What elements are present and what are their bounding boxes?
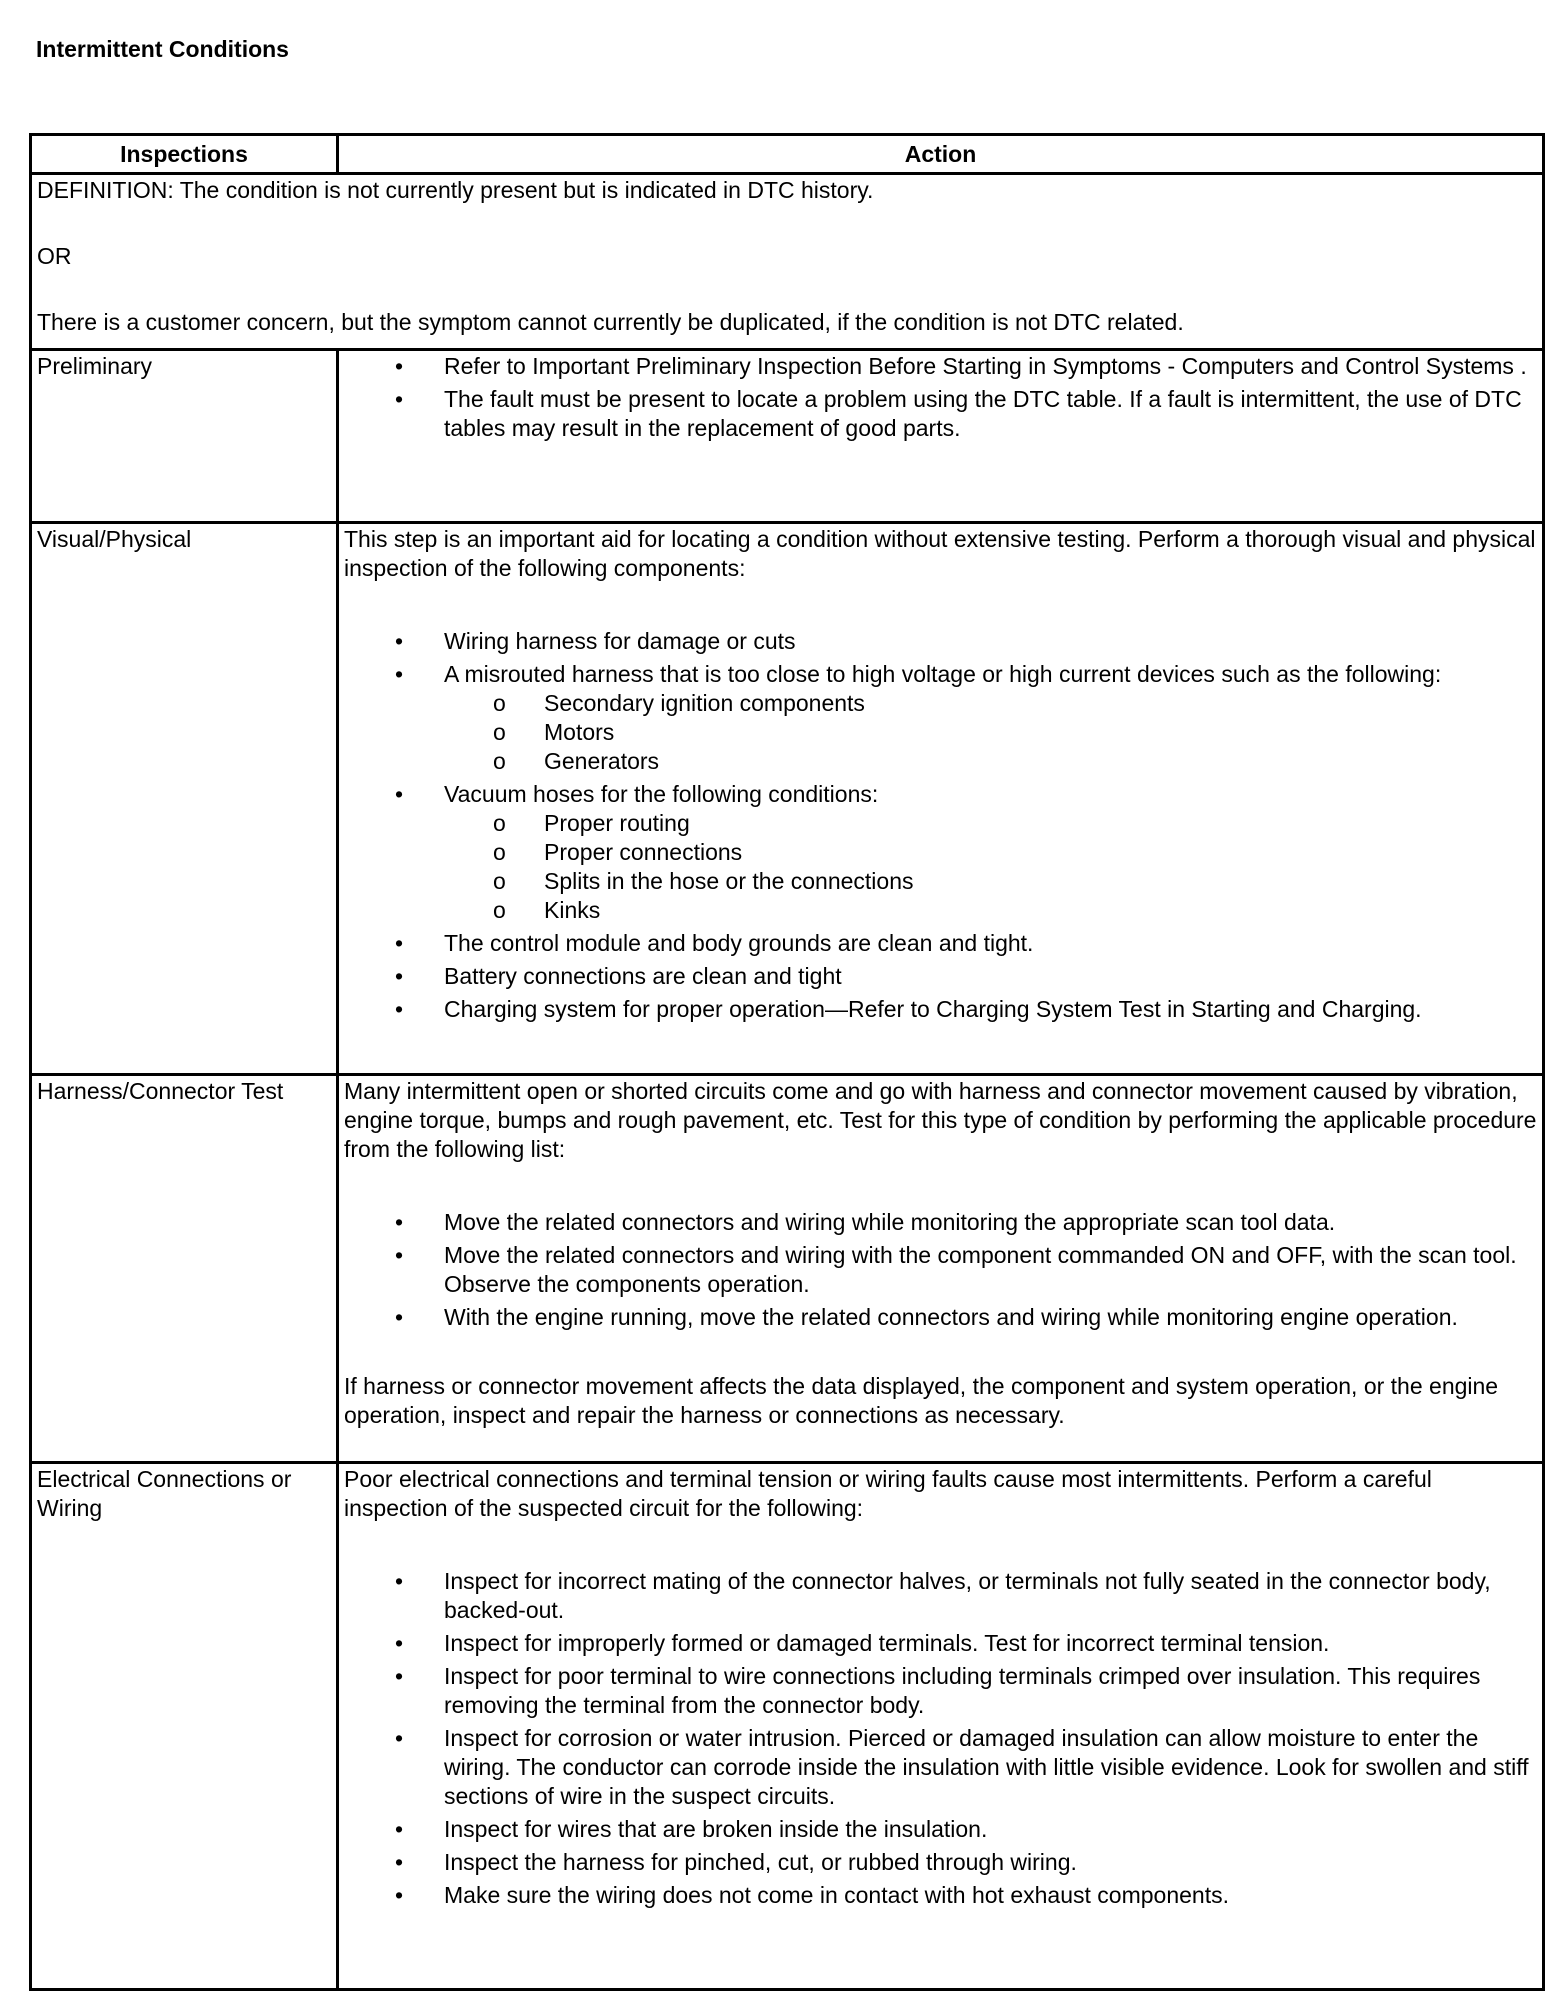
table-row xyxy=(31,523,1544,1075)
sub-list-item: o Generators xyxy=(444,747,1537,776)
header-inspections: Inspections xyxy=(31,135,338,174)
list-item: • Inspect the harness for pinched, cut, or rubbed through wiring. xyxy=(344,1848,1537,1877)
table-row xyxy=(31,1075,1544,1463)
sub-list xyxy=(444,689,1537,776)
header-action: Action xyxy=(338,135,1544,174)
list-item: • The control module and body grounds are clean and tight. xyxy=(344,929,1537,958)
bullet-list xyxy=(344,1567,1537,1910)
definition-text: DEFINITION: The condition is not currently present but is indicated in DTC history. xyxy=(37,177,874,203)
list-item: • Inspect for poor terminal to wire connections including terminals crimped over insulation. This requires removing the terminal from the connector body. xyxy=(344,1662,1537,1720)
list-item: • Refer to Important Preliminary Inspection Before Starting in Symptoms - Computers and Control Systems . xyxy=(344,352,1537,381)
list-item: • Inspect for incorrect mating of the connector halves, or terminals not fully seated in the connector body, backed-out. xyxy=(344,1567,1537,1625)
row-intro: Poor electrical connections and terminal tension or wiring faults cause most intermittents. Perform a careful inspection of the suspected circuit for the following: xyxy=(344,1466,1432,1521)
table-row xyxy=(31,1463,1544,1990)
table-row xyxy=(31,350,1544,523)
list-item: • Inspect for corrosion or water intrusion. Pierced or damaged insulation can allow moisture to enter the wiring. The conductor can corrode inside the insulation with little visible evidence. Look for swollen and stiff sections of wire in the suspect circuits. xyxy=(344,1724,1537,1811)
row-action xyxy=(338,350,1544,523)
list-item-text: Vacuum hoses for the following conditions: xyxy=(444,781,879,807)
list-item: • Make sure the wiring does not come in contact with hot exhaust components. xyxy=(344,1881,1537,1910)
row-label: Visual/Physical xyxy=(31,523,338,1075)
row-action xyxy=(338,523,1544,1075)
sub-list-item: o Proper routing xyxy=(444,809,1537,838)
list-item xyxy=(344,780,1537,925)
list-item: • Wiring harness for damage or cuts xyxy=(344,627,1537,656)
sub-list-item: o Kinks xyxy=(444,896,1537,925)
bullet-list xyxy=(344,627,1537,1024)
sub-list-item: o Secondary ignition components xyxy=(444,689,1537,718)
row-intro: This step is an important aid for locating a condition without extensive testing. Perform a thorough visual and physical inspection of the following components: xyxy=(344,526,1536,581)
sub-list-item: o Splits in the hose or the connections xyxy=(444,867,1537,896)
bullet-list xyxy=(344,1208,1537,1332)
list-item: • With the engine running, move the related connectors and wiring while monitoring engine operation. xyxy=(344,1303,1537,1332)
list-item: • Battery connections are clean and tight xyxy=(344,962,1537,991)
definition-customer-concern: There is a customer concern, but the symptom cannot currently be duplicated, if the condition is not DTC related. xyxy=(37,309,1184,335)
row-label: Preliminary xyxy=(31,350,338,523)
row-action xyxy=(338,1463,1544,1990)
list-item: • Move the related connectors and wiring while monitoring the appropriate scan tool data. xyxy=(344,1208,1537,1237)
page-title: Intermittent Conditions xyxy=(36,36,289,62)
sub-list-item: o Proper connections xyxy=(444,838,1537,867)
list-item: • Move the related connectors and wiring with the component commanded ON and OFF, with the scan tool. Observe the components operation. xyxy=(344,1241,1537,1299)
list-item: • Inspect for wires that are broken inside the insulation. xyxy=(344,1815,1537,1844)
definition-or: OR xyxy=(37,243,72,269)
header-row xyxy=(31,135,1544,174)
row-intro: Many intermittent open or shorted circuits come and go with harness and connector movement caused by vibration, engine torque, bumps and rough pavement, etc. Test for this type of condition by performing the applicable procedure from the following list: xyxy=(344,1078,1537,1162)
row-label: Harness/Connector Test xyxy=(31,1075,338,1463)
inspection-table xyxy=(29,133,1545,1991)
row-label: Electrical Connections or Wiring xyxy=(31,1463,338,1990)
sub-list-item: o Motors xyxy=(444,718,1537,747)
list-item: • Inspect for improperly formed or damaged terminals. Test for incorrect terminal tension. xyxy=(344,1629,1537,1658)
row-action xyxy=(338,1075,1544,1463)
list-item: • Charging system for proper operation—Refer to Charging System Test in Starting and Charging. xyxy=(344,995,1537,1024)
list-item-text: A misrouted harness that is too close to high voltage or high current devices such as the following: xyxy=(444,661,1442,687)
bullet-list xyxy=(344,352,1537,443)
list-item xyxy=(344,660,1537,776)
sub-list xyxy=(444,809,1537,925)
definition-cell xyxy=(31,174,1544,350)
list-item: • The fault must be present to locate a problem using the DTC table. If a fault is intermittent, the use of DTC tables may result in the replacement of good parts. xyxy=(344,385,1537,443)
row-outro: If harness or connector movement affects the data displayed, the component and system operation, or the engine operation, inspect and repair the harness or connections as necessary. xyxy=(344,1373,1499,1428)
definition-row xyxy=(31,174,1544,350)
